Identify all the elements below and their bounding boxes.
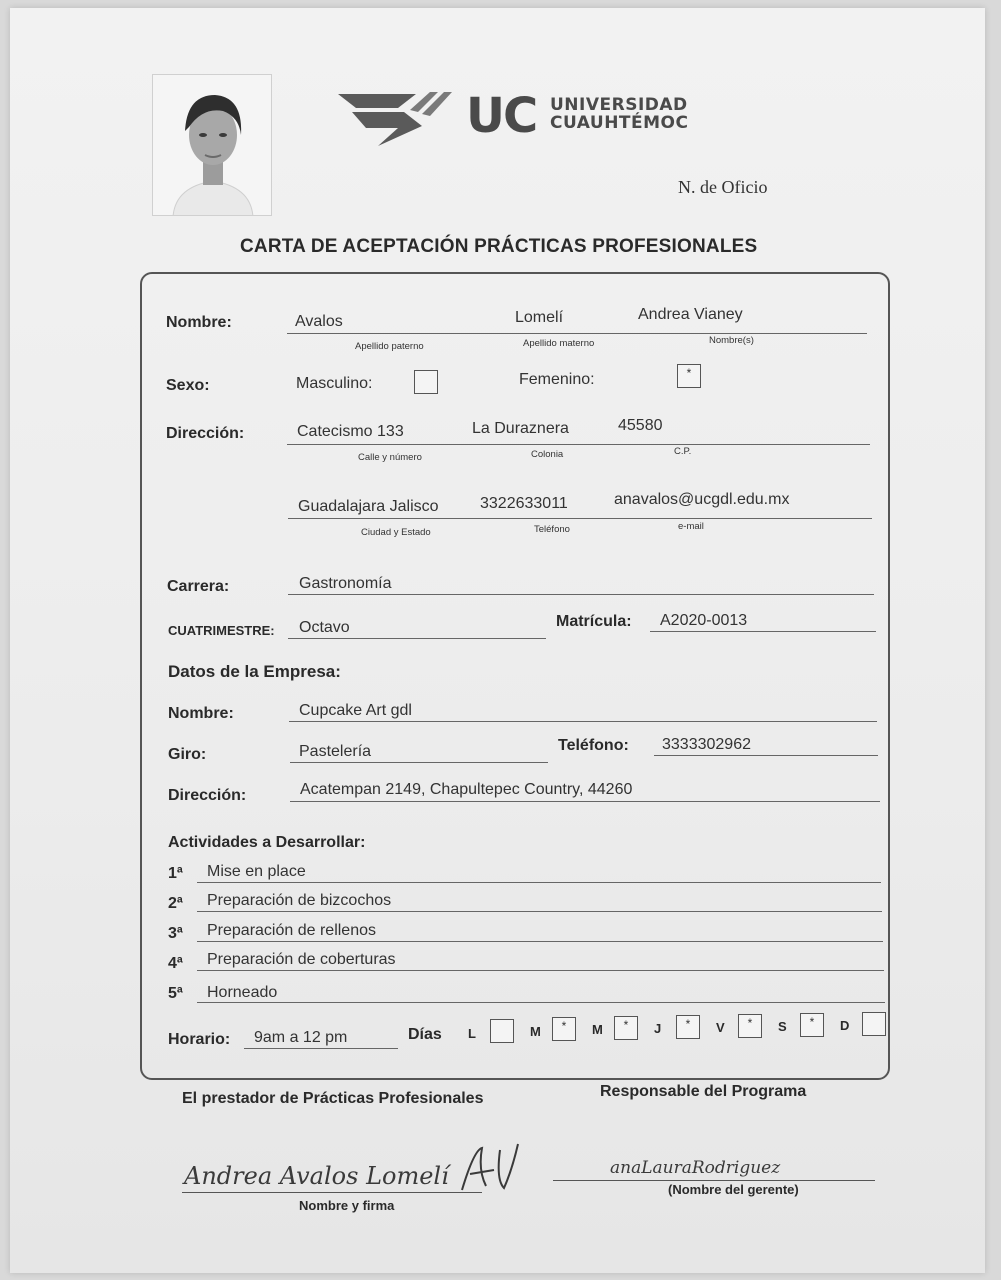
day-checkbox[interactable]: * <box>552 1017 576 1041</box>
day-checkbox[interactable] <box>862 1012 886 1036</box>
student-photo <box>152 74 272 216</box>
actividad-text[interactable]: Preparación de bizcochos <box>207 892 392 909</box>
giro-underline <box>290 762 548 763</box>
actividad-underline <box>197 911 882 912</box>
calle-field[interactable]: Catecismo 133 <box>297 423 404 440</box>
apellido-materno-caption: Apellido materno <box>523 338 595 349</box>
eagle-logo-icon <box>338 88 458 150</box>
responsable-signature-line <box>553 1180 875 1181</box>
cuatrimestre-label: CUATRIMESTRE: <box>168 623 275 638</box>
email-caption: e-mail <box>678 521 704 532</box>
masculino-label: Masculino: <box>296 375 373 392</box>
ciudad-underline <box>288 518 872 519</box>
actividad-underline <box>197 1002 885 1003</box>
apellido-paterno-field[interactable]: Avalos <box>295 313 343 330</box>
cuatrimestre-field[interactable]: Octavo <box>299 619 350 636</box>
horario-underline <box>244 1048 398 1049</box>
day-letter: S <box>778 1019 787 1034</box>
empresa-telefono-field[interactable]: 3333302962 <box>662 736 751 753</box>
actividad-text[interactable]: Preparación de rellenos <box>207 922 376 939</box>
nombre-label: Nombre: <box>166 314 232 331</box>
day-checkbox[interactable]: * <box>676 1015 700 1039</box>
day-checkbox[interactable]: * <box>614 1016 638 1040</box>
day-letter: L <box>468 1026 476 1041</box>
actividad-text[interactable]: Preparación de coberturas <box>207 951 396 968</box>
matricula-label: Matrícula: <box>556 613 632 630</box>
ciudad-caption: Ciudad y Estado <box>361 527 431 538</box>
actividad-number: 2ª <box>168 895 183 912</box>
colonia-caption: Colonia <box>531 449 564 460</box>
empresa-nombre-field[interactable]: Cupcake Art gdl <box>299 702 412 719</box>
day-letter: M <box>530 1024 541 1039</box>
actividad-number: 1ª <box>168 865 183 882</box>
carrera-field[interactable]: Gastronomía <box>299 575 392 592</box>
day-letter: M <box>592 1022 603 1037</box>
day-letter: D <box>840 1018 850 1033</box>
day-checkbox[interactable] <box>490 1019 514 1043</box>
actividad-number: 4ª <box>168 955 183 972</box>
sexo-label: Sexo: <box>166 377 210 394</box>
nombres-field[interactable]: Andrea Vianey <box>638 306 743 323</box>
logo-university-name: UNIVERSIDAD CUAUHTÉMOC <box>550 95 689 133</box>
empresa-direccion-label: Dirección: <box>168 787 247 804</box>
masculino-checkbox[interactable] <box>414 370 438 394</box>
direccion-label: Dirección: <box>166 425 245 442</box>
day-letter: J <box>654 1021 662 1036</box>
responsable-signature: anaLauraRodriguez <box>610 1158 781 1178</box>
cuatrimestre-underline <box>288 638 546 639</box>
actividades-title: Actividades a Desarrollar: <box>168 834 366 851</box>
telefono-field[interactable]: 3322633011 <box>480 495 568 512</box>
colonia-field[interactable]: La Duraznera <box>472 420 569 437</box>
nombres-caption: Nombre(s) <box>709 335 754 346</box>
document-title: CARTA DE ACEPTACIÓN PRÁCTICAS PROFESIONALES <box>240 236 758 257</box>
giro-label: Giro: <box>168 746 207 763</box>
university-logo <box>338 88 689 150</box>
direccion-underline <box>287 444 870 445</box>
giro-field[interactable]: Pastelería <box>299 743 372 760</box>
actividad-number: 3ª <box>168 925 183 942</box>
day-checkbox[interactable]: * <box>738 1014 762 1038</box>
matricula-underline <box>650 631 876 632</box>
day-checkbox[interactable]: * <box>800 1013 824 1037</box>
actividad-underline <box>197 882 881 883</box>
prestador-label: El prestador de Prácticas Profesionales <box>182 1090 484 1107</box>
empresa-telefono-underline <box>654 755 878 756</box>
prestador-signature-line <box>182 1192 482 1193</box>
oficio-number-label: N. de Oficio <box>678 177 768 197</box>
actividad-underline <box>197 970 884 971</box>
empresa-nombre-label: Nombre: <box>168 705 234 722</box>
apellido-materno-field[interactable]: Lomelí <box>515 309 564 326</box>
telefono-caption: Teléfono <box>534 524 570 535</box>
horario-field[interactable]: 9am a 12 pm <box>254 1029 348 1046</box>
nombre-underline <box>287 333 867 334</box>
empresa-telefono-label: Teléfono: <box>558 737 629 754</box>
cp-caption: C.P. <box>674 446 692 457</box>
matricula-field[interactable]: A2020-0013 <box>660 612 748 629</box>
empresa-direccion-underline <box>290 801 880 802</box>
dias-label: Días <box>408 1026 442 1043</box>
carrera-underline <box>288 594 874 595</box>
logo-uc-text: UC <box>466 88 537 144</box>
actividad-text[interactable]: Mise en place <box>207 863 306 880</box>
horario-label: Horario: <box>168 1031 231 1048</box>
prestador-caption: Nombre y firma <box>299 1198 395 1213</box>
day-letter: V <box>716 1020 725 1035</box>
empresa-nombre-underline <box>289 721 877 722</box>
email-field[interactable]: anavalos@ucgdl.edu.mx <box>614 491 790 508</box>
cp-field[interactable]: 45580 <box>618 417 663 434</box>
femenino-label: Femenino: <box>519 371 595 388</box>
carrera-label: Carrera: <box>167 578 230 595</box>
prestador-signature: Andrea Avalos Lomelí <box>184 1162 449 1190</box>
empresa-direccion-field[interactable]: Acatempan 2149, Chapultepec Country, 44260 <box>300 781 633 798</box>
apellido-paterno-caption: Apellido paterno <box>355 341 424 352</box>
responsable-caption: (Nombre del gerente) <box>668 1182 799 1197</box>
calle-caption: Calle y número <box>358 452 422 463</box>
actividad-text[interactable]: Horneado <box>207 984 278 1001</box>
responsable-label: Responsable del Programa <box>600 1083 807 1100</box>
actividad-underline <box>197 941 883 942</box>
ciudad-field[interactable]: Guadalajara Jalisco <box>298 498 439 515</box>
femenino-checkbox[interactable]: * <box>677 364 701 388</box>
actividad-number: 5ª <box>168 985 183 1002</box>
empresa-section-title: Datos de la Empresa: <box>168 662 341 681</box>
